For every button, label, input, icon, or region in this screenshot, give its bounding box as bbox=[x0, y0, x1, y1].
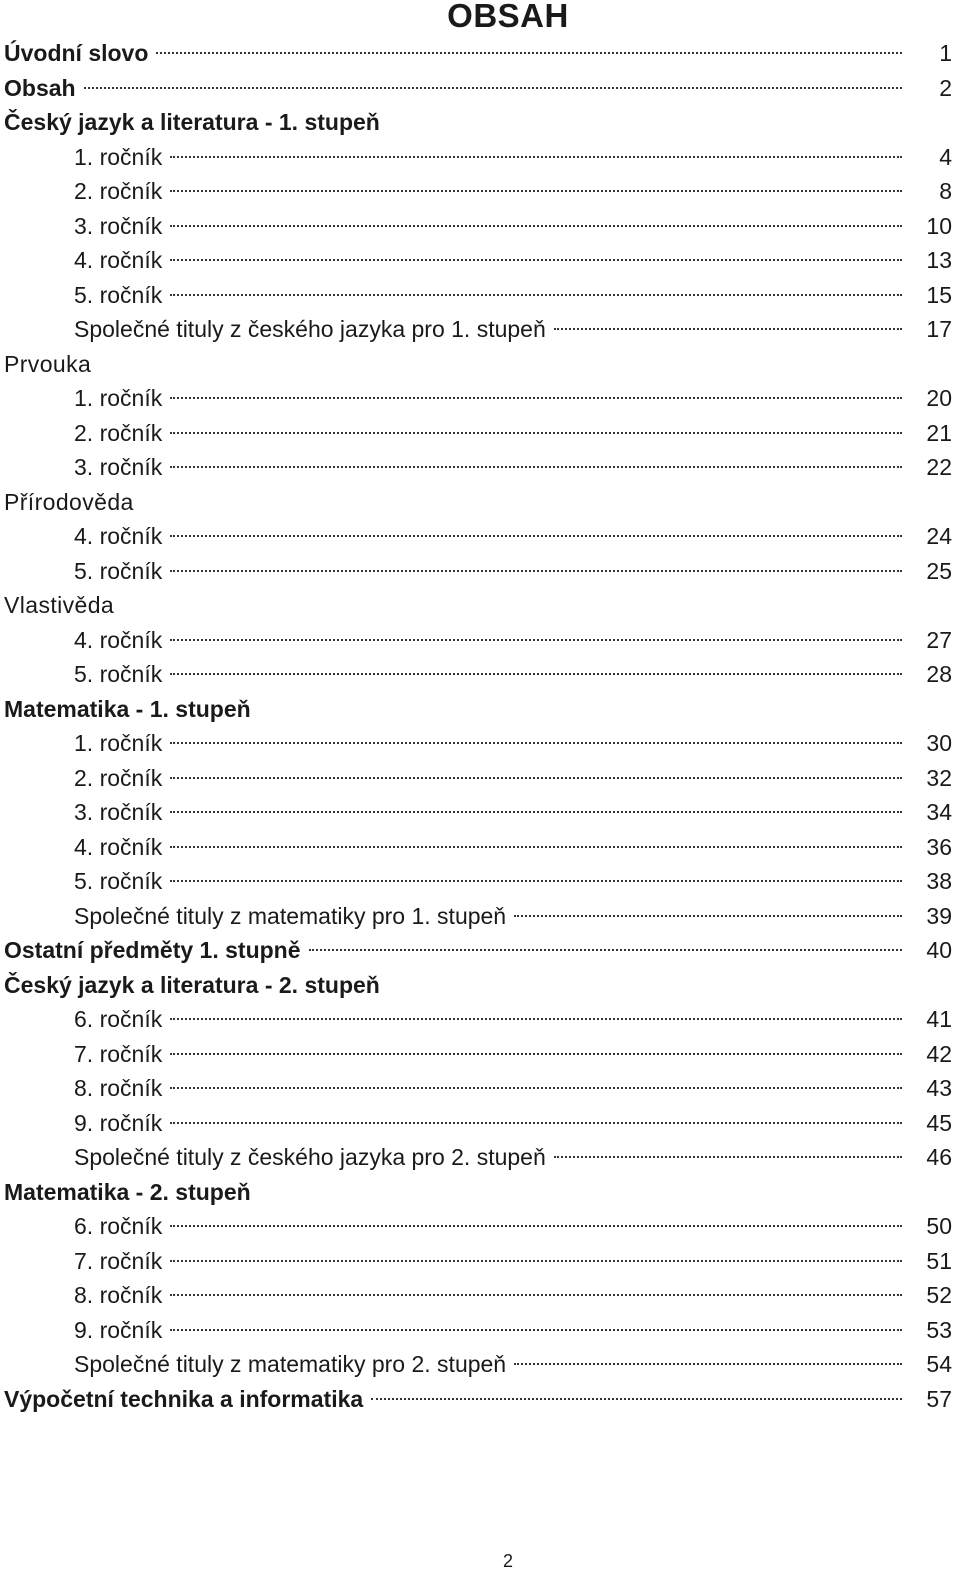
toc-entry-label: Úvodní slovo bbox=[4, 40, 149, 66]
toc-entry-page: 54 bbox=[926, 1351, 952, 1377]
toc-dot-leader bbox=[309, 949, 902, 951]
toc-subentry[interactable] bbox=[4, 554, 952, 589]
toc-dot-leader bbox=[170, 1294, 902, 1296]
toc-subentry[interactable] bbox=[4, 312, 952, 347]
toc-entry-page: 2 bbox=[939, 74, 952, 101]
toc-entry-page: 17 bbox=[926, 316, 952, 342]
toc-entry-page: 30 bbox=[926, 730, 952, 756]
toc-subentry[interactable] bbox=[4, 657, 952, 692]
toc-entry-label: 5. ročník bbox=[74, 281, 163, 308]
toc-section[interactable] bbox=[4, 968, 952, 1003]
toc-entry-page: 1 bbox=[939, 40, 952, 66]
toc-subentry[interactable] bbox=[4, 1002, 952, 1037]
toc-entry-label: 2. ročník bbox=[74, 764, 163, 791]
toc-dot-leader bbox=[170, 225, 902, 227]
toc-dot-leader bbox=[170, 432, 902, 434]
toc-entry-page: 36 bbox=[926, 833, 952, 860]
toc-subentry[interactable] bbox=[4, 243, 952, 278]
toc-entry-label: 2. ročník bbox=[74, 419, 163, 446]
toc-entry-label: Společné tituly z matematiky pro 1. stupeň bbox=[74, 902, 507, 929]
toc-entry-page: 21 bbox=[926, 419, 952, 446]
toc-entry-page: 43 bbox=[926, 1075, 952, 1101]
toc-entry-page: 28 bbox=[926, 661, 952, 687]
toc-entry-label: 8. ročník bbox=[74, 1282, 163, 1308]
toc-entry-page: 50 bbox=[926, 1213, 952, 1239]
toc-section[interactable] bbox=[4, 588, 952, 623]
toc-entry-page: 32 bbox=[926, 764, 952, 791]
toc-dot-leader bbox=[170, 535, 902, 537]
toc-subentry[interactable] bbox=[4, 726, 952, 761]
toc-dot-leader bbox=[170, 1053, 902, 1055]
toc-entry-page: 15 bbox=[926, 281, 952, 308]
toc-entry-label: Společné tituly z českého jazyka pro 1. stupeň bbox=[74, 316, 546, 342]
toc-entry-page: 10 bbox=[926, 212, 952, 239]
toc-entry-page: 34 bbox=[926, 799, 952, 825]
toc-dot-leader bbox=[156, 52, 902, 54]
toc-section[interactable] bbox=[4, 485, 952, 520]
toc-dot-leader bbox=[170, 466, 902, 468]
toc-subentry[interactable] bbox=[4, 140, 952, 175]
toc-dot-leader bbox=[170, 259, 902, 261]
toc-subentry[interactable] bbox=[4, 830, 952, 865]
toc-subentry[interactable] bbox=[4, 1347, 952, 1382]
toc-section[interactable] bbox=[4, 71, 952, 106]
toc-entry-page: 45 bbox=[926, 1109, 952, 1136]
toc-dot-leader bbox=[170, 1087, 902, 1089]
toc-dot-leader bbox=[170, 1122, 902, 1124]
toc-dot-leader bbox=[170, 1260, 902, 1262]
toc-entry-label: 5. ročník bbox=[74, 868, 163, 894]
toc-entry-label: Výpočetní technika a informatika bbox=[4, 1385, 364, 1412]
toc-entry-page: 25 bbox=[926, 557, 952, 584]
toc-entry-label: 8. ročník bbox=[74, 1075, 163, 1101]
toc-dot-leader bbox=[170, 673, 902, 675]
toc-dot-leader bbox=[554, 1156, 902, 1158]
toc-subentry[interactable] bbox=[4, 1037, 952, 1072]
toc-subentry[interactable] bbox=[4, 174, 952, 209]
toc-entry-label: Společné tituly z českého jazyka pro 2. stupeň bbox=[74, 1144, 546, 1170]
toc-entry-page: 42 bbox=[926, 1040, 952, 1067]
toc-entry-label: 4. ročník bbox=[74, 626, 163, 653]
toc-dot-leader bbox=[170, 294, 902, 296]
toc-subentry[interactable] bbox=[4, 278, 952, 313]
toc-entry-label: 3. ročník bbox=[74, 212, 163, 239]
toc-section[interactable] bbox=[4, 933, 952, 968]
toc-dot-leader bbox=[371, 1398, 902, 1400]
toc-subentry[interactable] bbox=[4, 761, 952, 796]
toc-entry-label: 1. ročník bbox=[74, 730, 163, 756]
toc-dot-leader bbox=[170, 811, 902, 813]
toc-entry-label: Český jazyk a literatura - 1. stupeň bbox=[4, 109, 380, 135]
toc-dot-leader bbox=[170, 1225, 902, 1227]
toc-subentry[interactable] bbox=[4, 1278, 952, 1313]
toc-dot-leader bbox=[170, 397, 902, 399]
toc-subentry[interactable] bbox=[4, 450, 952, 485]
toc-section[interactable] bbox=[4, 1175, 952, 1210]
toc-subentry[interactable] bbox=[4, 864, 952, 899]
toc-entry-page: 13 bbox=[926, 247, 952, 273]
toc-entry-label: Přírodověda bbox=[4, 488, 134, 515]
toc-entry-page: 53 bbox=[926, 1316, 952, 1343]
toc-entry-page: 8 bbox=[939, 178, 952, 204]
toc-entry-page: 38 bbox=[926, 868, 952, 894]
toc-subentry[interactable] bbox=[4, 209, 952, 244]
toc-dot-leader bbox=[84, 87, 902, 89]
toc-subentry[interactable] bbox=[4, 1071, 952, 1106]
toc-subentry[interactable] bbox=[4, 416, 952, 451]
toc-subentry[interactable] bbox=[4, 1244, 952, 1279]
toc-dot-leader bbox=[554, 328, 902, 330]
toc-dot-leader bbox=[170, 880, 902, 882]
toc-subentry[interactable] bbox=[4, 1209, 952, 1244]
toc-entry-label: 3. ročník bbox=[74, 799, 163, 825]
toc-subentry[interactable] bbox=[4, 1313, 952, 1348]
page-number: 2 bbox=[502, 1551, 513, 1571]
toc-dot-leader bbox=[170, 1329, 902, 1331]
toc-dot-leader bbox=[170, 777, 902, 779]
toc-subentry[interactable] bbox=[4, 381, 952, 416]
toc-subentry[interactable] bbox=[4, 519, 952, 554]
toc-entry-label: 2. ročník bbox=[74, 178, 163, 204]
toc-entry-label: 9. ročník bbox=[74, 1109, 163, 1136]
toc-entry-label: 5. ročník bbox=[74, 661, 163, 687]
toc-entry-label: Obsah bbox=[4, 74, 76, 101]
toc-entry-page: 52 bbox=[926, 1282, 952, 1308]
toc-section[interactable] bbox=[4, 692, 952, 727]
toc-dot-leader bbox=[170, 570, 902, 572]
toc-entry-label: 1. ročník bbox=[74, 143, 163, 170]
toc-entry-label: 7. ročník bbox=[74, 1247, 163, 1274]
toc-dot-leader bbox=[170, 846, 902, 848]
toc-entry-page: 22 bbox=[926, 454, 952, 480]
toc-entry-label: 4. ročník bbox=[74, 523, 163, 549]
toc-subentry[interactable] bbox=[4, 899, 952, 934]
toc-entry-label: Matematika - 1. stupeň bbox=[4, 695, 251, 722]
toc-subentry[interactable] bbox=[4, 1106, 952, 1141]
toc-dot-leader bbox=[170, 1018, 902, 1020]
toc-entry-label: 4. ročník bbox=[74, 247, 163, 273]
toc-entry-label: 7. ročník bbox=[74, 1040, 163, 1067]
toc-entry-label: 4. ročník bbox=[74, 833, 163, 860]
toc-dot-leader bbox=[170, 639, 902, 641]
toc-section[interactable] bbox=[4, 347, 952, 382]
toc-entry-label: 6. ročník bbox=[74, 1213, 163, 1239]
toc-entry-page: 46 bbox=[926, 1144, 952, 1170]
toc-dot-leader bbox=[514, 1363, 902, 1365]
toc-entry-page: 39 bbox=[926, 902, 952, 929]
toc-entry-page: 4 bbox=[939, 143, 952, 170]
table-of-contents bbox=[4, 36, 952, 1416]
toc-subentry[interactable] bbox=[4, 1140, 952, 1175]
toc-dot-leader bbox=[170, 742, 902, 744]
toc-entry-label: Český jazyk a literatura - 2. stupeň bbox=[4, 971, 380, 998]
toc-entry-label: Vlastivěda bbox=[4, 592, 115, 618]
toc-entry-page: 20 bbox=[926, 385, 952, 411]
toc-entry-label: Ostatní předměty 1. stupně bbox=[4, 937, 301, 963]
toc-subentry[interactable] bbox=[4, 795, 952, 830]
toc-entry-page: 40 bbox=[926, 937, 952, 963]
toc-subentry[interactable] bbox=[4, 623, 952, 658]
toc-dot-leader bbox=[170, 190, 902, 192]
toc-entry-page: 57 bbox=[926, 1385, 952, 1412]
toc-entry-label: Společné tituly z matematiky pro 2. stupeň bbox=[74, 1351, 507, 1377]
page-title: OBSAH bbox=[447, 0, 569, 34]
toc-entry-label: 9. ročník bbox=[74, 1316, 163, 1343]
toc-entry-page: 24 bbox=[926, 523, 952, 549]
toc-entry-label: Prvouka bbox=[4, 350, 92, 377]
toc-entry-label: 3. ročník bbox=[74, 454, 163, 480]
toc-dot-leader bbox=[514, 915, 902, 917]
toc-entry-label: 5. ročník bbox=[74, 557, 163, 584]
toc-entry-page: 27 bbox=[926, 626, 952, 653]
toc-entry-page: 41 bbox=[926, 1006, 952, 1032]
toc-section[interactable] bbox=[4, 1382, 952, 1417]
toc-dot-leader bbox=[170, 156, 902, 158]
toc-section[interactable] bbox=[4, 36, 952, 71]
toc-entry-label: Matematika - 2. stupeň bbox=[4, 1178, 251, 1205]
toc-entry-page: 51 bbox=[926, 1247, 952, 1274]
toc-entry-label: 6. ročník bbox=[74, 1006, 163, 1032]
toc-section[interactable] bbox=[4, 105, 952, 140]
toc-entry-label: 1. ročník bbox=[74, 385, 163, 411]
